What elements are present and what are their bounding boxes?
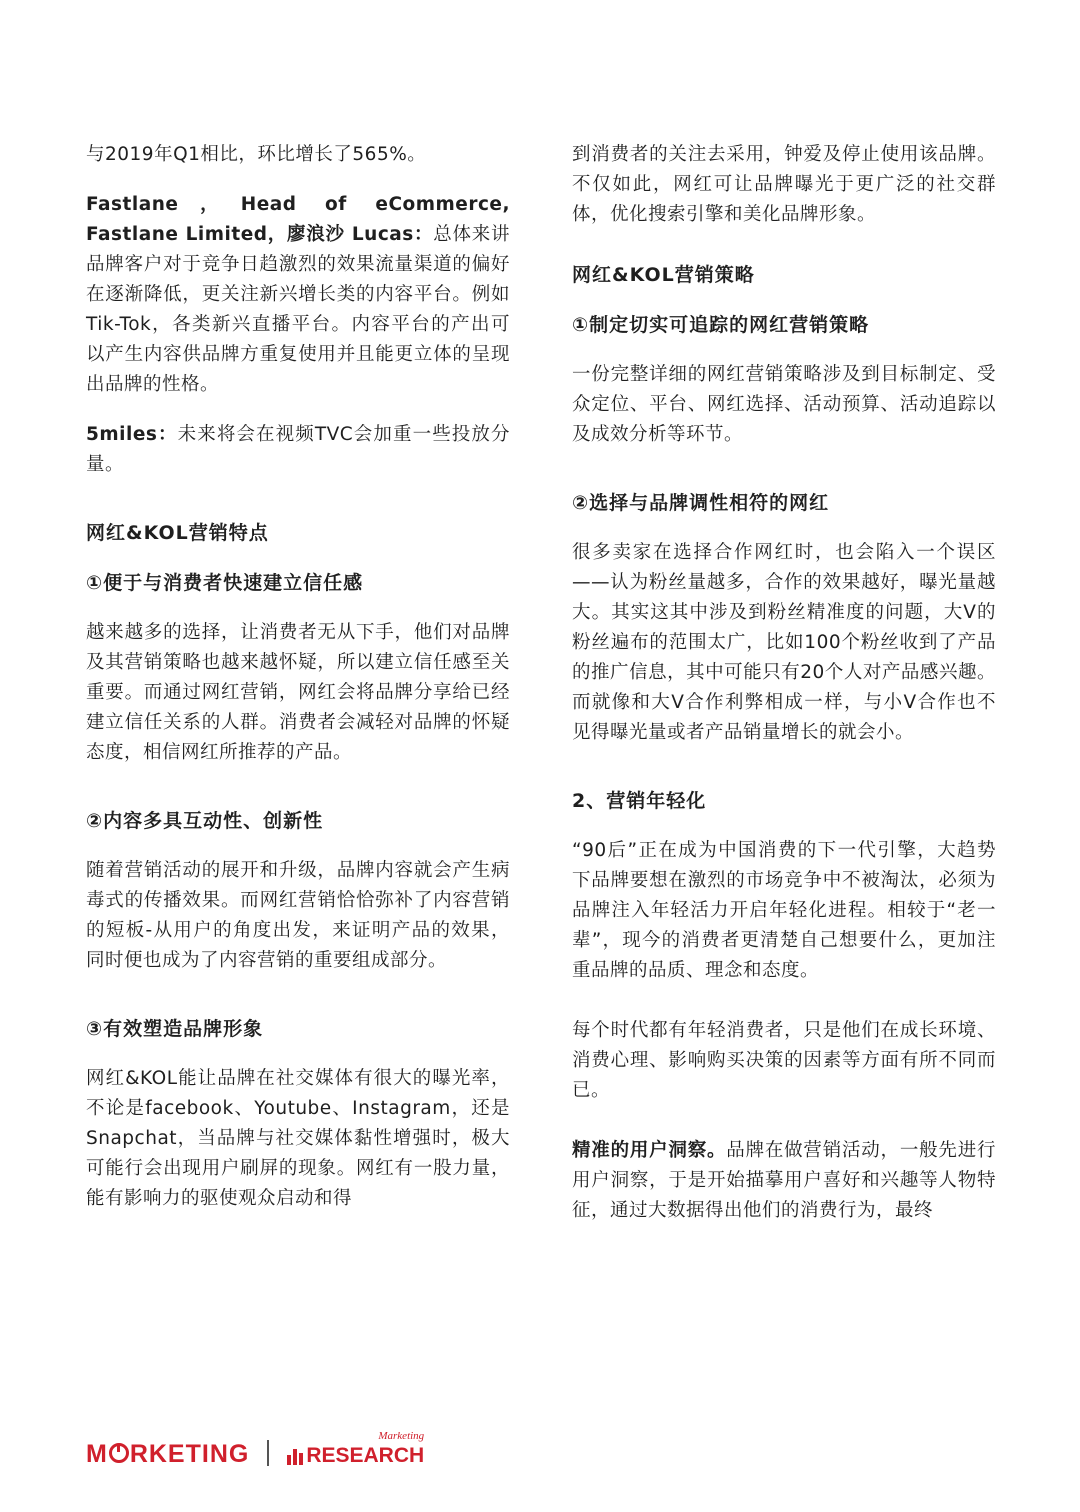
section-heading: 网红&KOL营销特点 bbox=[86, 522, 269, 544]
logo-text: RESEARCH bbox=[306, 1444, 425, 1467]
logo-text-part: M bbox=[86, 1440, 108, 1468]
research-logo bbox=[287, 1430, 425, 1468]
paragraph: 网红&KOL能让品牌在社交媒体有很大的曝光率，不论是facebook、Youtube、Instagram，还是Snapchat，当品牌与社交媒体黏性增强时，极大可能行会出现用户刷屏的现象。网红有一股力量，能有影响力的驱使观众启动和得 bbox=[86, 1068, 510, 1209]
subsection-heading: ①制定切实可追踪的网红营销策略 bbox=[572, 314, 870, 336]
speaker-label: Fastlane，Head of eCommerce, Fastlane Limited，廖浪沙 Lucas： bbox=[86, 194, 510, 245]
insight-text: 品牌在做营销活动，一般先进行用户洞察，于是开始描摹用户喜好和兴趣等人物特征，通过大数据得出他们的消费行为，最终 bbox=[572, 1140, 996, 1221]
subsection-heading: ①便于与消费者快速建立信任感 bbox=[86, 572, 364, 594]
paragraph: 越来越多的选择，让消费者无从下手，他们对品牌及其营销策略也越来越怀疑，所以建立信任感至关重要。而通过网红营销，网红会将品牌分享给已经建立信任关系的人群。消费者会减轻对品牌的怀疑态度，相信网红所推荐的产品。 bbox=[86, 622, 510, 763]
logo-divider bbox=[267, 1440, 269, 1466]
paragraph: 每个时代都有年轻消费者，只是他们在成长环境、消费心理、影响购买决策的因素等方面有所不同而已。 bbox=[572, 1020, 996, 1101]
speaker-text: 未来将会在视频TVC会加重一些投放分量。 bbox=[86, 424, 511, 475]
footer-logos bbox=[86, 1428, 424, 1468]
paragraph: 一份完整详细的网红营销策略涉及到目标制定、受众定位、平台、网红选择、活动预算、活动追踪以及成效分析等环节。 bbox=[572, 364, 996, 445]
section-heading: 2、营销年轻化 bbox=[572, 790, 707, 812]
paragraph: “90后”正在成为中国消费的下一代引擎，大趋势下品牌要想在激烈的市场竞争中不被淘汰，必须为品牌注入年轻活力开启年轻化进程。相较于“老一辈”，现今的消费者更清楚自己想要什么，更加注重品牌的品质、理念和态度。 bbox=[572, 840, 996, 981]
subsection-heading: ②选择与品牌调性相符的网红 bbox=[572, 492, 830, 514]
logo-small-text: Marketing bbox=[378, 1430, 425, 1442]
section-heading: 网红&KOL营销策略 bbox=[572, 264, 755, 286]
speaker-text: 总体来讲品牌客户对于竞争日趋激烈的效果流量渠道的偏好在逐渐降低，更关注新兴增长类的内容平台。例如 Tik-Tok，各类新兴直播平台。内容平台的产出可以产生内容供品牌方重复使用并且能更立体的呈现出品牌的性格。 bbox=[86, 224, 510, 395]
paragraph: 到消费者的关注去采用，钟爱及停止使用该品牌。不仅如此，网红可让品牌曝光于更广泛的社交群体，优化搜索引擎和美化品牌形象。 bbox=[572, 144, 996, 225]
marketing-logo bbox=[86, 1440, 249, 1468]
logo-text-part: RKETING bbox=[129, 1440, 250, 1468]
speaker-label: 5miles： bbox=[86, 424, 178, 445]
right-column bbox=[572, 140, 996, 1226]
paragraph: 与2019年Q1相比，环比增长了565%。 bbox=[86, 144, 427, 165]
paragraph: 很多卖家在选择合作网红时，也会陷入一个误区——认为粉丝量越多，合作的效果越好，曝光量越大。其实这其中涉及到粉丝精准度的问题，大V的粉丝遍布的范围太广，比如100个粉丝收到了产品的推广信息，其中可能只有20个人对产品感兴趣。而就像和大V合作利弊相成一样，与小V合作也不见得曝光量或者产品销量增长的就会小。 bbox=[572, 542, 996, 743]
paragraph: 随着营销活动的展开和升级，品牌内容就会产生病毒式的传播效果。而网红营销恰恰弥补了内容营销的短板-从用户的角度出发，来证明产品的效果，同时便也成为了内容营销的重要组成部分。 bbox=[86, 860, 510, 971]
power-o-icon bbox=[109, 1443, 129, 1463]
insight-label: 精准的用户洞察。 bbox=[572, 1140, 727, 1161]
paragraph-5miles bbox=[86, 420, 510, 480]
paragraph-insight bbox=[572, 1136, 996, 1226]
bar-chart-icon bbox=[287, 1449, 303, 1465]
paragraph-fastlane bbox=[86, 190, 510, 400]
subsection-heading: ②内容多具互动性、创新性 bbox=[86, 810, 324, 832]
left-column bbox=[86, 140, 510, 1214]
subsection-heading: ③有效塑造品牌形象 bbox=[86, 1018, 264, 1040]
